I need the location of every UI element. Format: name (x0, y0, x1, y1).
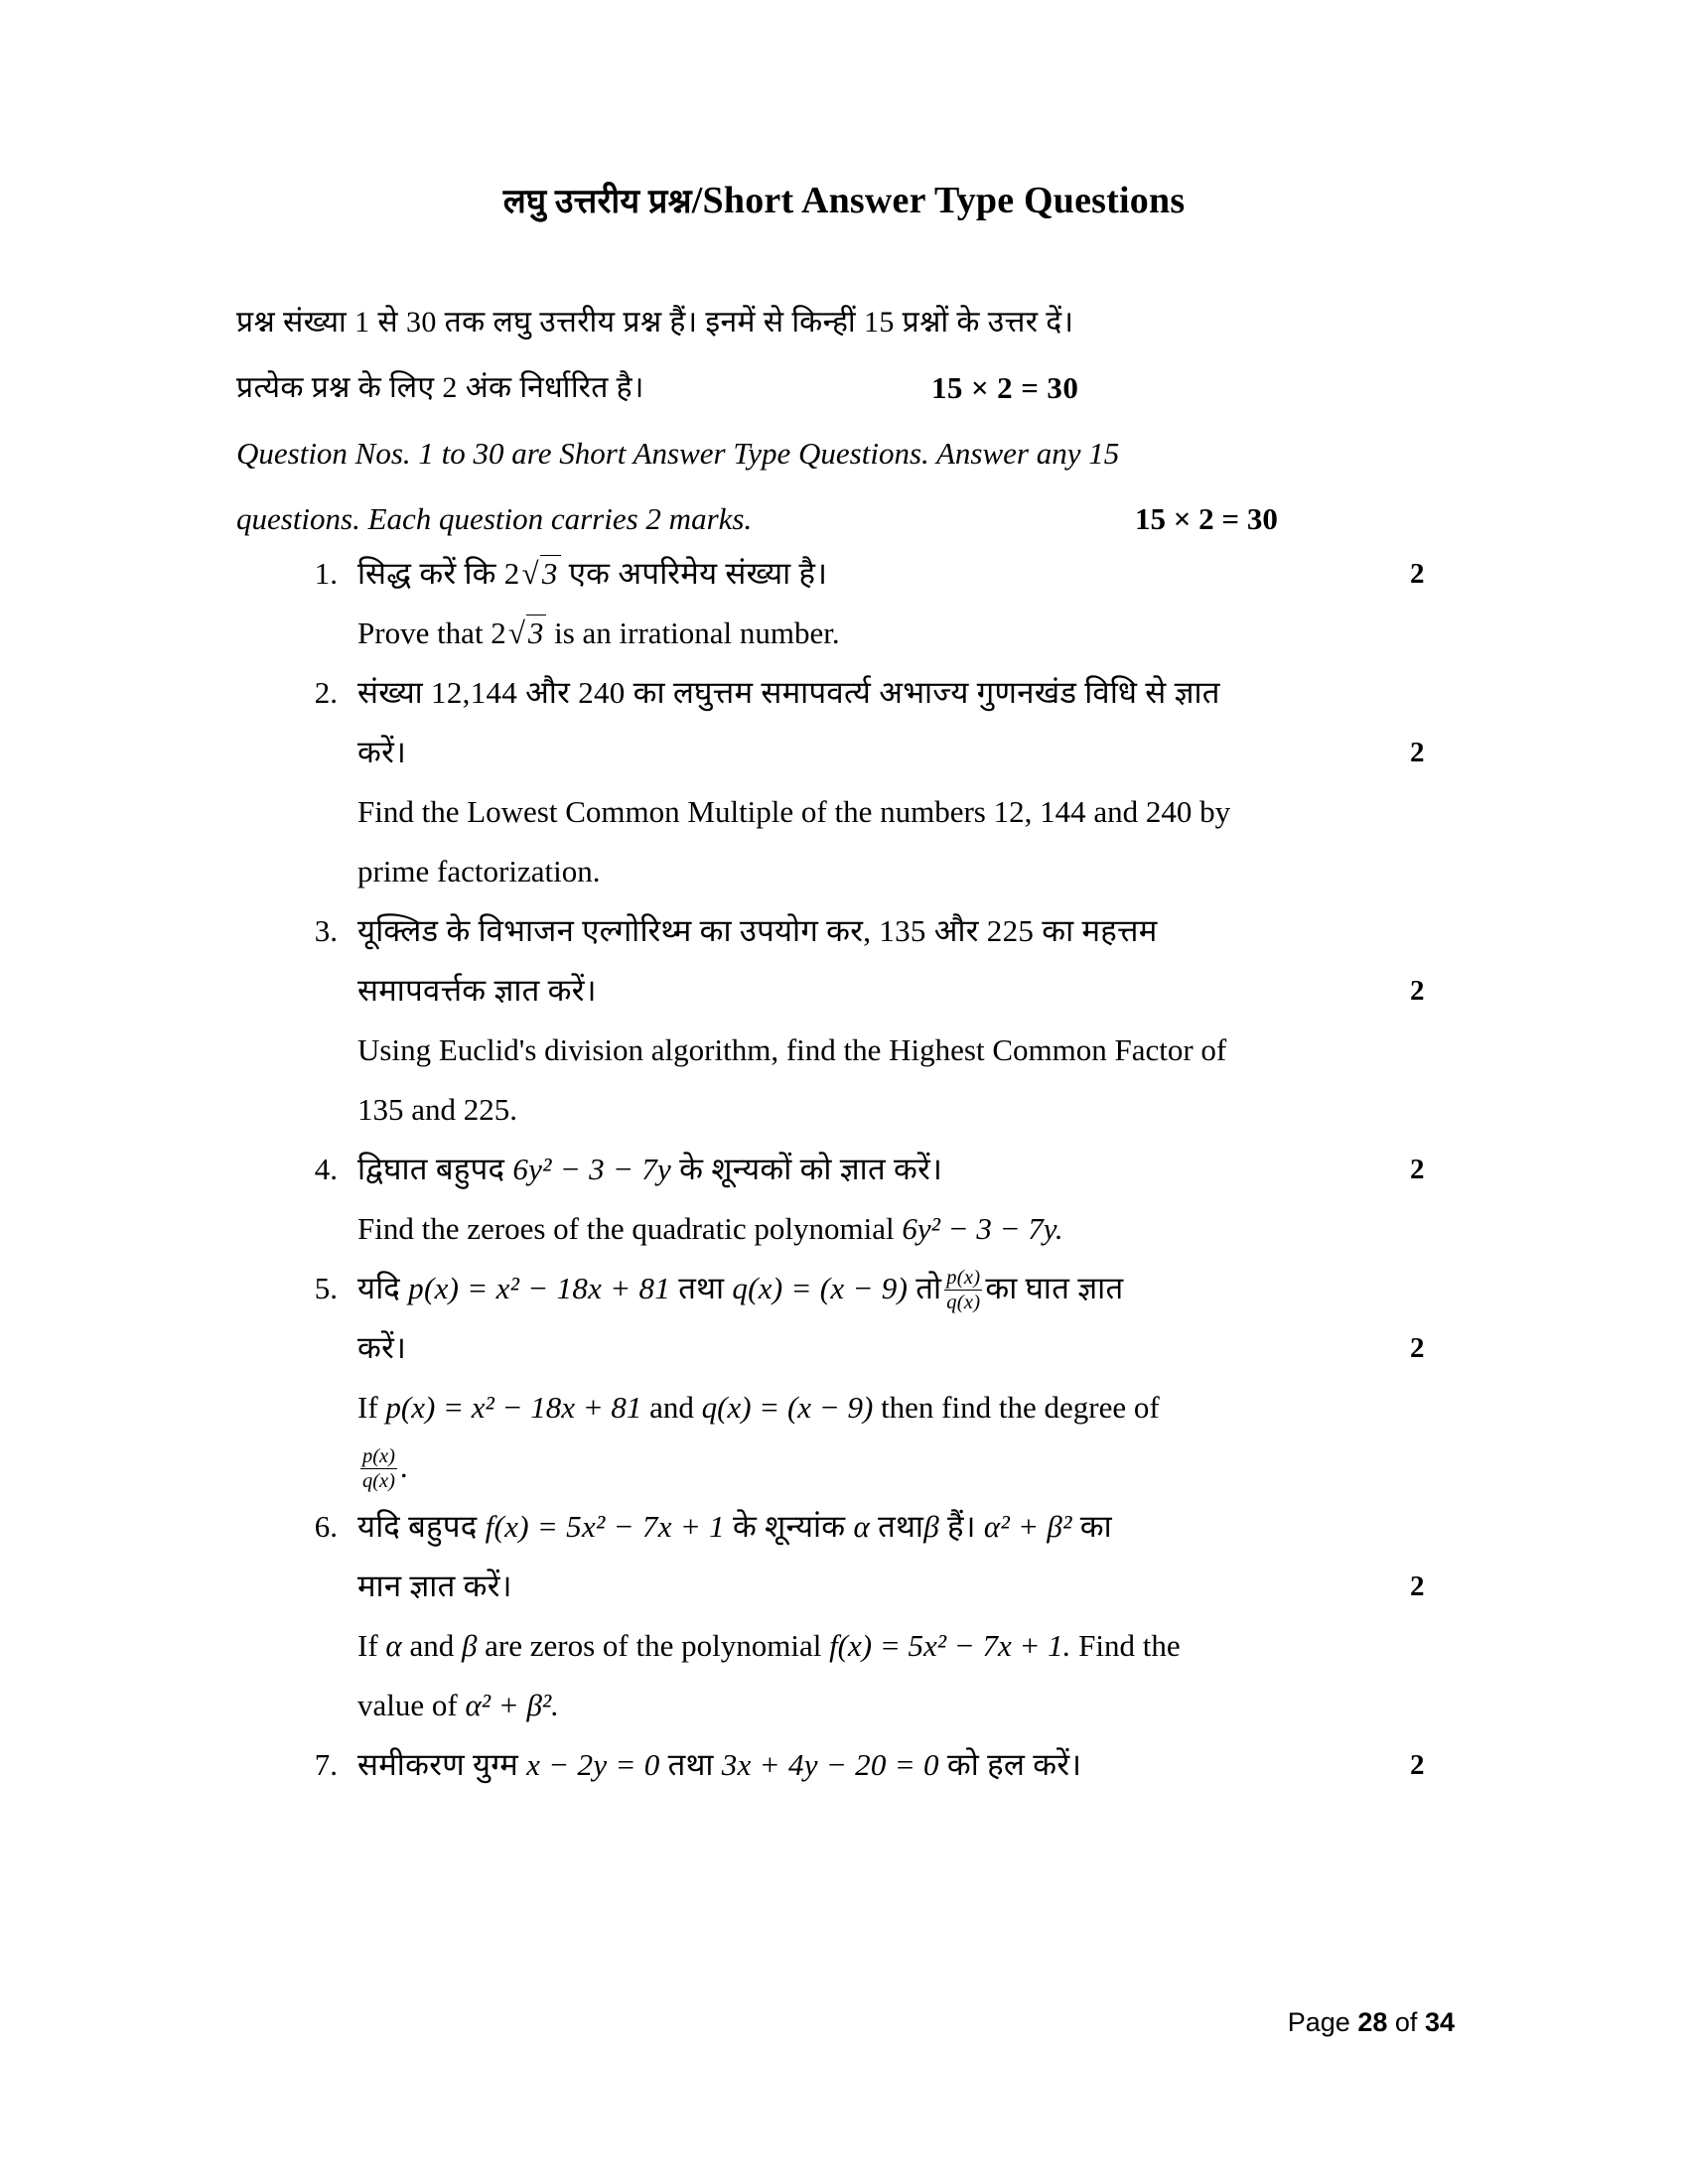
question-6-hindi-beta: β (923, 1509, 939, 1544)
question-6-english-mid: are zeros of the polynomial (485, 1628, 822, 1663)
question-6-marks: 2 (1410, 1570, 1425, 1602)
question-1-english-post: is an irrational number. (554, 615, 840, 650)
question-1-english-pre: Prove that 2 (357, 615, 506, 650)
question-7-hindi-expression-1: x − 2y = 0 (526, 1747, 660, 1782)
question-5-english-fraction-denominator: q(x) (362, 1469, 395, 1492)
question-5-english-fraction (360, 1445, 397, 1492)
sqrt-icon: √3 (506, 604, 547, 663)
question-2-hindi-line-2-text: करें। (357, 735, 407, 769)
question-6-hindi-alpha: α (853, 1509, 871, 1544)
question-4-marks: 2 (1410, 1154, 1425, 1185)
question-body-3 (357, 901, 1462, 1140)
question-3-hindi-line-1: यूक्लिड के विभाजन एल्गोरिथ्म का उपयोग कर, 135 और 225 का महत्तम (357, 913, 1158, 948)
question-6-english-line-2 (357, 1676, 1462, 1735)
question-6-hindi-expression-1: f(x) = 5x² − 7x + 1 (485, 1509, 725, 1544)
question-2-english-line-1: Find the Lowest Common Multiple of the numbers 12, 144 and 240 by (357, 794, 1231, 829)
question-item-7 (290, 1735, 1462, 1795)
page-title (0, 177, 1688, 222)
question-5-english-pre: If (357, 1390, 378, 1425)
footer-of-label: of (1394, 2007, 1418, 2037)
question-7-hindi-mid: तथा (667, 1747, 714, 1782)
question-4-hindi-post: के शून्यकों को ज्ञात करें। (679, 1152, 943, 1186)
question-6-hindi-line-2 (357, 1557, 1462, 1616)
question-5-hindi-line-1 (357, 1259, 1462, 1318)
question-6-english-and: and (409, 1628, 455, 1663)
instruction-english-line-1: Question Nos. 1 to 30 are Short Answer Type Questions. Answer any 15 (236, 436, 1120, 471)
question-number-2: 2. (314, 675, 338, 710)
question-5-marks: 2 (1410, 1332, 1425, 1364)
question-3-english-line-1: Using Euclid's division algorithm, find the Highest Common Factor of (357, 1032, 1227, 1067)
question-5-hindi-fraction-denominator: q(x) (946, 1291, 981, 1313)
question-6-english-line-2-pre: value of (357, 1688, 458, 1722)
question-body-4 (357, 1140, 1462, 1259)
instruction-english-line-2 (236, 486, 1453, 552)
footer-total-pages: 34 (1424, 2007, 1455, 2037)
instruction-hindi-line-2-text: प्रत्येक प्रश्न के लिए 2 अंक निर्धारित है। (236, 371, 644, 404)
question-1-english-line (357, 604, 1462, 663)
instruction-hindi-line-2 (236, 355, 1453, 421)
question-body-5 (357, 1259, 1462, 1497)
question-5-english-fraction-numerator: p(x) (360, 1445, 397, 1469)
question-number-4: 4. (314, 1152, 338, 1186)
question-1-hindi-line (357, 544, 1462, 604)
question-4-hindi-expression: 6y² − 3 − 7y (512, 1152, 672, 1186)
question-1-hindi-post: एक अपरिमेय संख्या है। (568, 556, 828, 591)
question-5-english-line-1 (357, 1378, 1462, 1437)
question-6-hindi-ka: का (1079, 1509, 1112, 1544)
question-4-english-line (357, 1199, 1462, 1259)
question-6-english-tail: Find the (1078, 1628, 1181, 1663)
page-footer (1288, 2007, 1455, 2038)
question-body-7 (357, 1735, 1462, 1795)
question-1-hindi-pre: सिद्ध करें कि 2 (357, 556, 520, 591)
question-7-hindi-expression-2: 3x + 4y − 20 = 0 (721, 1747, 939, 1782)
question-5-hindi-expression-2: q(x) = (x − 9) (732, 1271, 909, 1305)
question-7-hindi-post: को हल करें। (946, 1747, 1082, 1782)
footer-page-label: Page (1287, 2007, 1350, 2037)
question-5-english-post: then find the degree of (881, 1390, 1160, 1425)
question-body-2 (357, 663, 1462, 901)
question-body-1 (357, 544, 1462, 663)
question-item-4 (290, 1140, 1462, 1259)
footer-page-number: 28 (1357, 2007, 1388, 2037)
question-2-hindi-line-1: संख्या 12,144 और 240 का लघुत्तम समापवर्त्य अभाज्य गुणनखंड विधि से ज्ञात (357, 675, 1220, 710)
question-6-english-alpha: α (385, 1628, 402, 1663)
question-5-hindi-line-2-text: करें। (357, 1330, 407, 1365)
instruction-english-marks: 15 × 2 = 30 (1135, 501, 1278, 536)
question-1-marks: 2 (1410, 558, 1425, 590)
question-5-english-expression-1: p(x) = x² − 18x + 81 (385, 1390, 642, 1425)
question-6-hindi-line-2-text: मान ज्ञात करें। (357, 1569, 512, 1603)
question-list (290, 544, 1462, 1795)
question-2-hindi-line-2 (357, 723, 1462, 782)
question-6-english-pre: If (357, 1628, 378, 1663)
question-2-english-line-2: prime factorization. (357, 854, 601, 888)
question-number-3: 3. (314, 913, 338, 948)
question-5-hindi-pre: यदि (357, 1271, 401, 1305)
question-1-hindi-radicand: 3 (540, 555, 561, 591)
question-4-hindi-line (357, 1140, 1462, 1199)
question-7-marks: 2 (1410, 1749, 1425, 1781)
question-number-5: 5. (314, 1271, 338, 1305)
question-5-hindi-then: तो (915, 1271, 942, 1305)
question-5-english-line-2 (357, 1437, 1462, 1497)
question-6-hindi-hai: हैं। (947, 1509, 976, 1544)
question-3-english-line-2: 135 and 225. (357, 1092, 518, 1127)
question-number-6: 6. (314, 1509, 338, 1544)
instruction-hindi-marks: 15 × 2 = 30 (931, 370, 1079, 405)
question-5-hindi-mid: तथा (678, 1271, 725, 1305)
question-item-1 (290, 544, 1462, 663)
page-title-hindi: लघु उत्तरीय प्रश्न (502, 184, 692, 220)
instruction-english-line-2-text: questions. Each question carries 2 marks. (236, 501, 753, 536)
question-3-hindi-line-2-text: समापवर्त्तक ज्ञात करें। (357, 973, 597, 1008)
page-title-english: Short Answer Type Questions (702, 180, 1186, 221)
question-6-english-beta: β (461, 1628, 478, 1663)
question-3-marks: 2 (1410, 975, 1425, 1007)
question-6-english-line-1 (357, 1616, 1462, 1676)
question-6-hindi-pre: यदि बहुपद (357, 1509, 478, 1544)
question-5-english-mid: and (649, 1390, 694, 1425)
question-6-english-expression: f(x) = 5x² − 7x + 1. (829, 1628, 1071, 1663)
question-5-hindi-fraction (944, 1267, 982, 1313)
question-5-english-expression-2: q(x) = (x − 9) (701, 1390, 874, 1425)
instructions-block (236, 290, 1453, 552)
question-7-hindi-line (357, 1735, 1462, 1795)
question-item-6 (290, 1497, 1462, 1735)
question-5-hindi-fraction-numerator: p(x) (944, 1267, 982, 1291)
question-5-hindi-post: का घात ज्ञात (985, 1271, 1124, 1305)
question-item-2 (290, 663, 1462, 901)
question-3-hindi-line-2 (357, 961, 1462, 1021)
question-5-hindi-expression-1: p(x) = x² − 18x + 81 (408, 1271, 671, 1305)
question-6-hindi-expression-2: α² + β² (983, 1509, 1072, 1544)
page-title-separator: / (691, 180, 703, 221)
question-item-3 (290, 901, 1462, 1140)
question-number-7: 7. (314, 1747, 338, 1782)
question-4-english-expression: 6y² − 3 − 7y. (902, 1211, 1063, 1246)
question-6-hindi-tatha: तथा (878, 1509, 924, 1544)
question-1-english-radicand: 3 (526, 614, 547, 650)
question-6-hindi-mid: के शून्यांक (732, 1509, 846, 1544)
question-4-hindi-pre: द्विघात बहुपद (357, 1152, 505, 1186)
sqrt-icon: √3 (520, 544, 561, 604)
question-body-6 (357, 1497, 1462, 1735)
instruction-hindi-line-1: प्रश्न संख्या 1 से 30 तक लघु उत्तरीय प्रश्न हैं। इनमें से किन्हीं 15 प्रश्नों के उत्तर दें। (236, 306, 1074, 339)
question-6-english-line-2-expression: α² + β². (465, 1688, 559, 1722)
question-4-english-pre: Find the zeroes of the quadratic polynomial (357, 1211, 895, 1246)
question-5-english-fraction-trail: . (399, 1449, 408, 1484)
question-5-hindi-line-2 (357, 1318, 1462, 1378)
question-6-hindi-line-1 (357, 1497, 1462, 1557)
question-item-5 (290, 1259, 1462, 1497)
question-2-marks: 2 (1410, 737, 1425, 768)
question-7-hindi-pre: समीकरण युग्म (357, 1747, 519, 1782)
question-number-1: 1. (314, 556, 338, 591)
